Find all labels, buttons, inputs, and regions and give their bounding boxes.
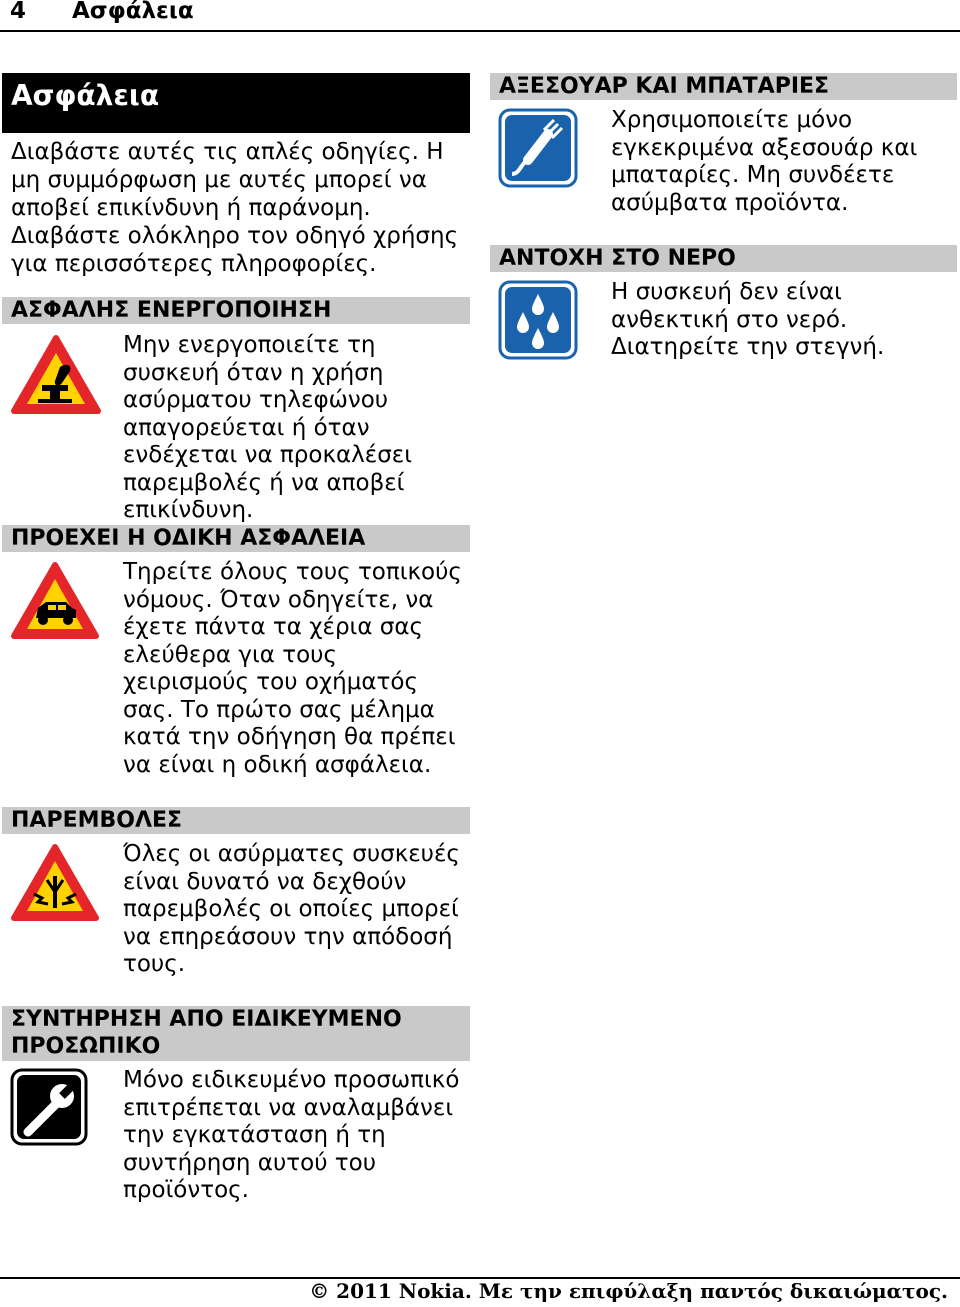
intro-paragraph: Διαβάστε αυτές τις απλές οδηγίες. Η μη συμμόρφωση με αυτές μπορεί να αποβεί επικίνδυνη ή παράνομη. Διαβάστε ολόκληρο τον οδηγό χρήσης για περισσότερες πληροφορίες. bbox=[11, 139, 459, 277]
switch-on-warning-icon bbox=[10, 333, 102, 415]
section-heading-interference: ΠΑΡΕΜΒΟΛΕΣ bbox=[2, 807, 470, 834]
copyright-notice: © 2011 Nokia. Με την επιφύλαξη παντός δικαιώματος. bbox=[309, 1279, 948, 1303]
running-title: Ασφάλεια bbox=[72, 0, 194, 24]
section-heading-qualified-service: ΣΥΝΤΗΡΗΣΗ ΑΠΟ ΕΙΔΙΚΕΥΜΕΝΟ ΠΡΟΣΩΠΙΚΟ bbox=[2, 1006, 470, 1061]
wrench-icon bbox=[10, 1068, 88, 1146]
section-heading-accessories: ΑΞΕΣΟΥΑΡ ΚΑΙ ΜΠΑΤΑΡΙΕΣ bbox=[490, 73, 957, 100]
section-text-water-resistance: Η συσκευή δεν είναι ανθεκτική στο νερό. Διατηρείτε την στεγνή. bbox=[611, 279, 885, 360]
page-number: 4 bbox=[10, 0, 27, 24]
section-heading-switch-on: ΑΣΦΑΛΗΣ ΕΝΕΡΓΟΠΟΙΗΣΗ bbox=[2, 297, 470, 324]
section-text-interference: Όλες οι ασύρματες συσκευές είναι δυνατό να δεχθούν παρεμβολές οι οποίες μπορεί να επηρεάσουν την απόδοσή τους. bbox=[123, 841, 460, 977]
section-heading-water-resistance: ΑΝΤΟΧΗ ΣΤΟ ΝΕΡΟ bbox=[490, 245, 957, 272]
section-text-accessories: Χρησιμοποιείτε μόνο εγκεκριμένα αξεσουάρ και μπαταρίες. Μη συνδέετε ασύμβατα προϊόντα. bbox=[611, 107, 918, 216]
page-title: Ασφάλεια bbox=[2, 73, 470, 133]
section-text-switch-on: Μην ενεργοποιείτε τη συσκευή όταν η χρήση ασύρματου τηλεφώνου απαγορεύεται ή όταν ενδέχεται να προκαλέσει παρεμβολές ή να αποβεί επικίνδυνη. bbox=[123, 332, 412, 523]
car-warning-icon bbox=[10, 560, 100, 640]
section-text-qualified-service: Μόνο ειδικευμένο προσωπικό επιτρέπεται να αναλαμβάνει την εγκατάσταση ή τη συντήρηση αυτού του προϊόντος. bbox=[123, 1067, 460, 1203]
plug-icon bbox=[498, 108, 578, 188]
section-heading-road-safety: ΠΡΟΕΧΕΙ Η ΟΔΙΚΗ ΑΣΦΑΛΕΙΑ bbox=[2, 525, 470, 552]
page-header bbox=[0, 0, 960, 32]
section-text-road-safety: Τηρείτε όλους τους τοπικούς νόμους. Όταν οδηγείτε, να έχετε πάντα τα χέρια σας ελεύθερα για τους χειρισμούς του οχήματός σας. Το πρώτο σας μέλημα κατά την οδήγηση θα πρέπει να είναι η οδική ασφάλεια. bbox=[123, 559, 462, 778]
interference-warning-icon bbox=[10, 842, 100, 922]
water-drops-icon bbox=[498, 280, 578, 360]
